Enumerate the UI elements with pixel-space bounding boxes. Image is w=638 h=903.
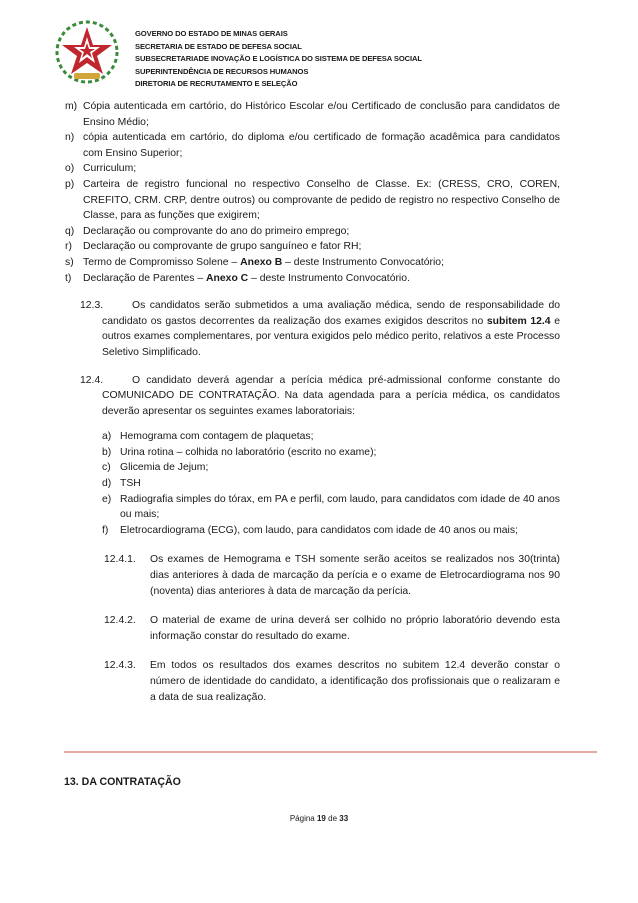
list-text: cópia autenticada em cartório, do diploma e/ou certificado de formação acadêmica para candidatos com Ensino Superior; (83, 132, 560, 159)
list-text (83, 257, 444, 268)
section-12-4-3 (104, 658, 560, 705)
header-line: DIRETORIA DE RECRUTAMENTO E SELEÇÃO (135, 79, 298, 88)
list-text: Declaração ou comprovante do ano do primeiro emprego; (83, 225, 350, 237)
page-label: Página (289, 814, 315, 823)
list-text: Curriculum; (83, 163, 137, 175)
list-item (65, 161, 560, 177)
list-text: Cópia autenticada em cartório, do Histórico Escolar e/ou Certificado de conclusão para candidatos de Ensino Médio; (83, 101, 560, 128)
subsection-text: Em todos os resultados dos exames descritos no subitem 12.4 deverão constar o número de identidade do candidato, a identificação dos profissionais que o realizaram e a data de sua realização. (150, 660, 560, 703)
list-marker: n) (65, 132, 75, 144)
exam-text: Hemograma com contagem de plaquetas; (120, 431, 314, 443)
header-line: SUBSECRETARIADE INOVAÇÃO E LOGÍSTICA DO SISTEMA DE DEFESA SOCIAL (135, 54, 422, 63)
section-text: O candidato deverá agendar a perícia médica pré-admissional conforme constante do COMUNICADO DE CONTRATAÇÃO. Na data agendada para a perícia médica, os candidatos deverão apresentar os seguintes exames laboratoriais: (102, 374, 560, 417)
section-12-4 (80, 373, 560, 420)
list-item (65, 99, 560, 130)
exam-text: Eletrocardiograma (ECG), com laudo, para candidatos com idade de 40 anos ou mais; (120, 524, 518, 536)
section-text-after: e outros exames complementares, por ventura exigidos pelo médico perito, relativos a este Processo Seletivo Simplificado. (102, 315, 560, 358)
exam-item (102, 476, 560, 492)
list-marker: t) (65, 272, 72, 284)
subitem-reference: subitem 12.4 (486, 315, 551, 327)
exam-item (102, 445, 560, 461)
list-text-before: Declaração de Parentes – (83, 272, 207, 284)
subsection-number: 12.4.2. (104, 615, 136, 627)
section-12-3 (80, 298, 560, 360)
subsection-number: 12.4.1. (104, 554, 136, 566)
annex-reference: Anexo C (206, 272, 249, 284)
exam-marker: b) (102, 446, 112, 458)
list-marker: o) (65, 163, 75, 175)
section-divider (64, 751, 597, 753)
list-marker: r) (65, 241, 72, 253)
exam-text: TSH (120, 478, 141, 490)
page-total: 33 (339, 814, 349, 823)
list-item (65, 130, 560, 161)
exam-item (102, 492, 560, 523)
exam-marker: c) (102, 462, 111, 474)
list-text (83, 273, 410, 284)
list-item (65, 239, 560, 255)
list-item (65, 224, 560, 240)
list-text-after: – deste Instrumento Convocatório. (248, 272, 410, 284)
page-footer (0, 814, 638, 823)
list-item (65, 271, 560, 287)
exam-list (80, 429, 560, 538)
annex-reference: Anexo B (240, 256, 283, 268)
document-body (65, 99, 560, 705)
section-12-4-1 (104, 552, 560, 599)
exam-item (102, 523, 560, 539)
list-text: Carteira de registro funcional no respectivo Conselho de Classe. Ex: (CRESS, CRO, COREN, CREFITO, CRM. CRP, dentre outros) ou comprovante de pedido de registro no respectivo Conselho de Classe, para as funções que exigirem; (83, 178, 560, 222)
subsection-text: O material de exame de urina deverá ser colhido no próprio laboratório devendo esta informação constar do resultado do exame. (150, 615, 560, 642)
subsection-number: 12.4.3. (104, 660, 136, 672)
exam-text: Radiografia simples do tórax, em PA e perfil, com laudo, para candidatos com idade de 40 anos ou mais; (120, 493, 560, 521)
coat-of-arms-logo (54, 19, 120, 85)
section-12-4-2 (104, 613, 560, 644)
list-marker: s) (65, 256, 74, 268)
list-marker: p) (65, 178, 75, 190)
exam-item (102, 460, 560, 476)
list-text-before: Termo de Compromisso Solene – (83, 256, 241, 268)
of-label: de (328, 814, 338, 823)
exam-text: Glicemia de Jejum; (120, 462, 209, 474)
list-marker: q) (65, 225, 75, 237)
section-number: 12.4. (80, 374, 104, 386)
exam-marker: f) (102, 524, 109, 536)
section-number: 12.3. (80, 300, 104, 312)
header-line: SECRETARIA DE ESTADO DE DEFESA SOCIAL (135, 41, 302, 51)
list-item (65, 177, 560, 224)
page-number: 19 (316, 814, 326, 823)
list-text: Declaração ou comprovante de grupo sanguíneo e fator RH; (83, 241, 362, 253)
list-marker: m) (65, 101, 78, 112)
header-institution-lines (135, 28, 422, 91)
list-item (65, 255, 560, 271)
exam-item (102, 429, 560, 445)
section-13-heading: 13. DA CONTRATAÇÃO (64, 776, 181, 788)
exam-marker: a) (102, 431, 112, 443)
header-line: SUPERINTENDÊNCIA DE RECURSOS HUMANOS (135, 66, 309, 76)
exam-text: Urina rotina – colhida no laboratório (escrito no exame); (120, 446, 377, 458)
section-text-before: Os candidatos serão submetidos a uma avaliação médica, sendo de responsabilidade do candidato os gastos decorrentes da realização dos exames exigidos descritos no (102, 300, 560, 327)
exam-marker: d) (102, 478, 112, 490)
header-line: GOVERNO DO ESTADO DE MINAS GERAIS (135, 29, 288, 38)
exam-marker: e) (102, 493, 112, 505)
list-text-after: – deste Instrumento Convocatório; (282, 256, 444, 268)
subsection-text: Os exames de Hemograma e TSH somente serão aceitos se realizados nos 30(trinta) dias anteriores à dada de marcação da perícia e o exame de Eletrocardiograma nos 90 (noventa) dias anteriores à data de marcação da perícia. (150, 554, 560, 597)
